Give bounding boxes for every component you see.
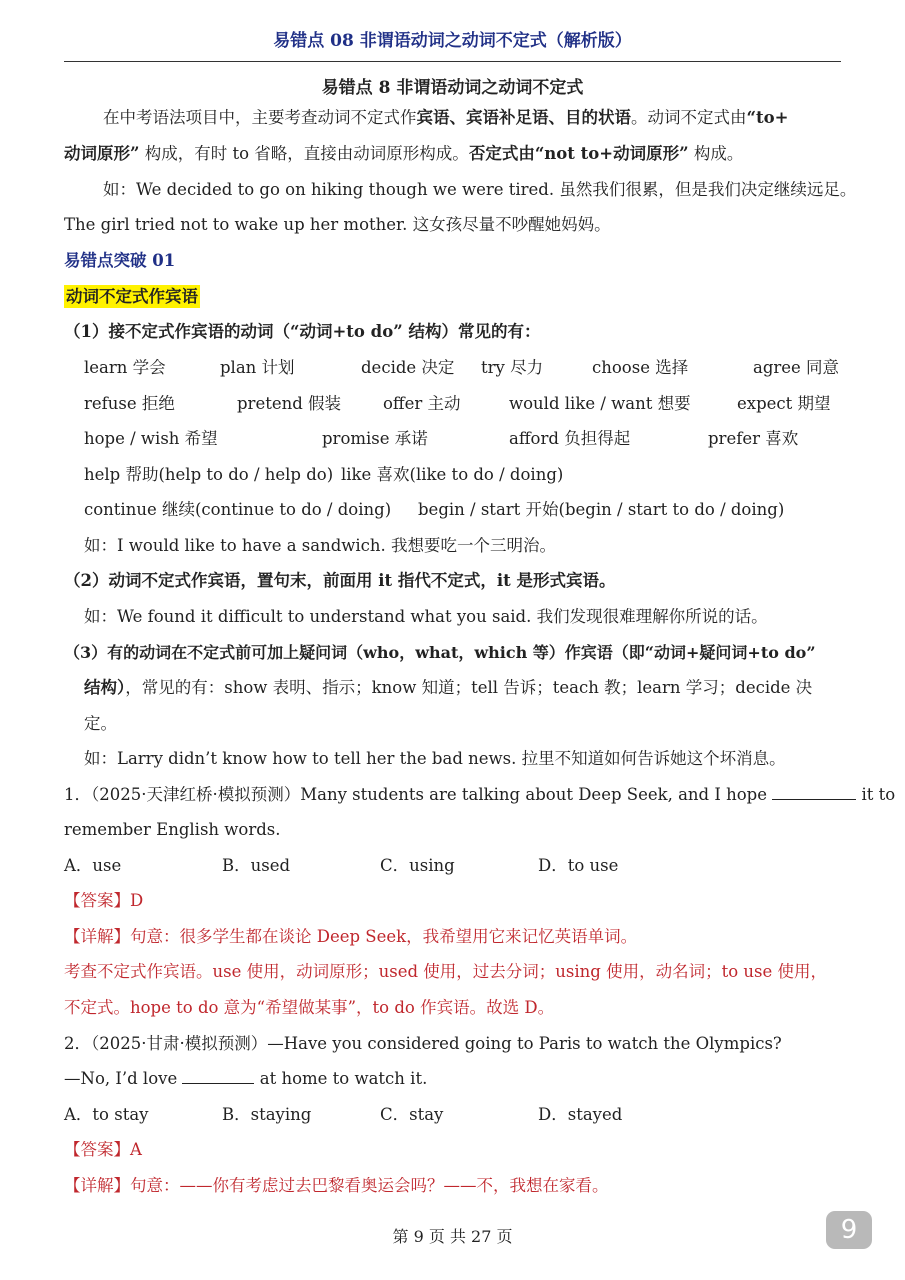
intro-text: 。动词不定式由 [631,108,747,127]
intro-example-2: The girl tried not to wake up her mother. 这女孩尽量不吵醒她妈妈。 [64,215,611,234]
verb-item: afford 负担得起 [509,429,631,448]
option-d: D．to use [538,856,619,875]
running-header: 易错点 08 非谓语动词之动词不定式（解析版） [273,31,632,51]
verb-item: would like / want 想要 [509,394,691,413]
section-label: 易错点突破 01 [64,251,176,270]
answer-value: D [130,891,144,910]
detail-text: 句意：很多学生都在谈论 Deep Seek，我希望用它来记忆英语单词。 [130,927,638,946]
subpoint-3-line-3: 定。 [84,714,117,733]
intro-text: 构成。 [688,144,744,163]
verb-item: promise 承诺 [322,429,428,448]
page-footer: 第 9 页 共 27 页 [392,1227,513,1246]
subpoint-2-example: 如：We found it difficult to understand what you said. 我们发现很难理解你所说的话。 [84,607,768,626]
verb-item: plan 计划 [220,358,295,377]
answer-blank [772,785,856,800]
intro-text: 在中考语法项目中，主要考查动词不定式作 [103,108,417,127]
intro-line-1 [103,106,788,130]
verb-item: learn 学会 [84,358,166,377]
question-1-detail-line-2: 考查不定式作宾语。use 使用，动词原形；used 使用，过去分词；using 使用，动名词；to use 使用， [64,962,827,981]
question-1-stem-cont: remember English words. [64,820,281,839]
intro-emphasis: “to+ [746,108,789,127]
header-divider [64,61,841,62]
verb-item: choose 选择 [592,358,689,377]
verb-item: like 喜欢(like to do / doing) [341,465,564,484]
question-text: 1．（2025·天津红桥·模拟预测）Many students are talking about Deep Seek, and I hope [64,785,773,804]
answer-label: 【答案】 [64,1140,130,1159]
option-a: A．use [64,856,122,875]
intro-example-1: 如：We decided to go on hiking though we were tired. 虽然我们很累，但是我们决定继续远足。 [103,180,857,199]
answer-blank [182,1069,254,1084]
section-topic [64,285,200,309]
intro-text: 构成，有时 to 省略，直接由动词原形构成。 [139,144,469,163]
intro-emphasis: 否定式由“not to+动词原形” [468,144,689,163]
verb-item: prefer 喜欢 [708,429,799,448]
intro-emphasis: 宾语、宾语补足语、目的状语 [416,108,631,127]
question-text: —No, I’d love [64,1069,183,1088]
highlighted-topic: 动词不定式作宾语 [66,287,198,306]
option-b: B．staying [222,1105,312,1124]
answer-value: A [130,1140,142,1159]
question-2-stem-cont [64,1067,427,1091]
verb-item: decide 决定 [361,358,455,377]
detail-label: 【详解】 [64,927,130,946]
verb-item: try 尽力 [481,358,544,377]
subpoint-3-example: 如：Larry didn’t know how to tell her the bad news. 拉里不知道如何告诉她这个坏消息。 [84,749,786,768]
verb-item: help 帮助(help to do / help do) [84,465,334,484]
question-2-answer [64,1138,142,1162]
question-1-answer [64,889,143,913]
intro-emphasis: 动词原形” [64,144,140,163]
answer-label: 【答案】 [64,891,130,910]
subpoint-3-text: ，常见的有：show 表明、指示；know 知道；tell 告诉；teach 教；learn 学习；decide 决 [125,678,813,697]
intro-line-2 [64,142,743,166]
subpoint-2: （2）动词不定式作宾语，置句末，前面用 it 指代不定式，it 是形式宾语。 [64,571,616,590]
subpoint-1-example: 如：I would like to have a sandwich. 我想要吃一个三明治。 [84,536,557,555]
option-c: C．using [380,856,455,875]
option-d: D．stayed [538,1105,623,1124]
verb-item: continue 继续(continue to do / doing) [84,500,392,519]
question-1-detail-line-3: 不定式。hope to do 意为“希望做某事”，to do 作宾语。故选 D。 [64,998,555,1017]
question-2-stem: 2．（2025·甘肃·模拟预测）—Have you considered going to Paris to watch the Olympics? [64,1034,782,1053]
document-title: 易错点 8 非谓语动词之动词不定式 [321,78,584,98]
subpoint-3-line-2 [84,676,812,700]
verb-item: begin / start 开始(begin / start to do / doing) [418,500,785,519]
subpoint-3: （3）有的动词在不定式前可加上疑问词（who，what，which 等）作宾语（即“动词+疑问词+to do” [64,643,816,662]
subpoint-3-emphasis: 结构） [84,678,126,697]
question-2-detail [64,1174,609,1198]
verb-item: expect 期望 [737,394,831,413]
verb-item: refuse 拒绝 [84,394,175,413]
verb-item: hope / wish 希望 [84,429,218,448]
question-1-detail [64,925,637,949]
page-number-badge: 9 [826,1211,872,1249]
verb-item: offer 主动 [383,394,461,413]
verb-item: agree 同意 [753,358,840,377]
question-text: at home to watch it. [254,1069,428,1088]
detail-text: 句意：——你有考虑过去巴黎看奥运会吗？——不，我想在家看。 [130,1176,609,1195]
option-b: B．used [222,856,291,875]
question-text: it to [856,785,896,804]
option-c: C．stay [380,1105,444,1124]
option-a: A．to stay [64,1105,149,1124]
detail-label: 【详解】 [64,1176,130,1195]
verb-item: pretend 假装 [237,394,342,413]
question-1-stem [64,783,895,807]
subpoint-1: （1）接不定式作宾语的动词（“动词+to do” 结构）常见的有： [64,322,541,341]
